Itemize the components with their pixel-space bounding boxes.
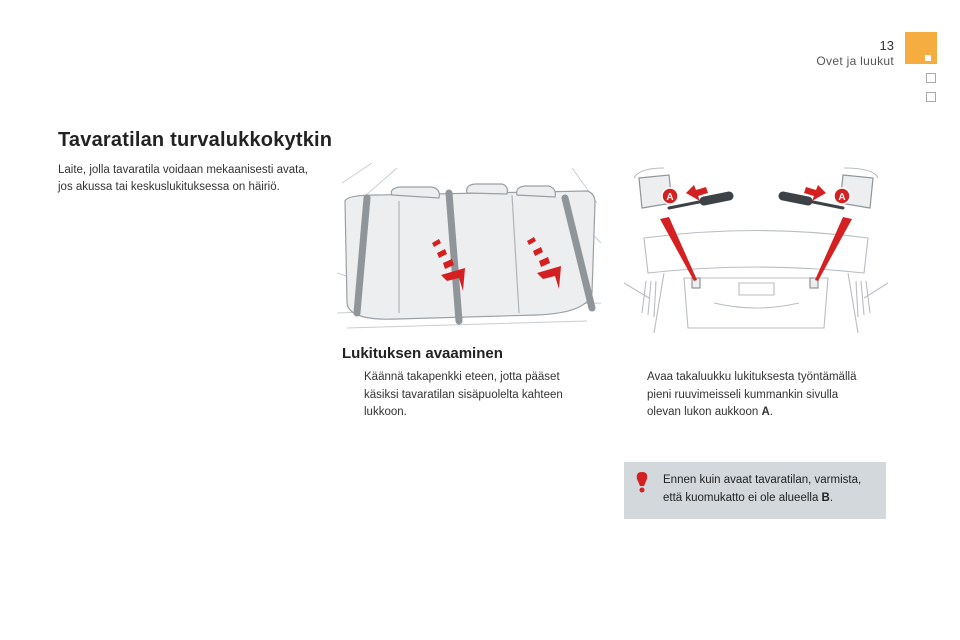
lock-label-left: A <box>666 192 674 203</box>
exclamation-icon <box>632 471 652 493</box>
step-item <box>626 369 876 429</box>
warning-box <box>624 462 886 519</box>
chapter-tab-active <box>905 32 937 64</box>
step-ref-label: A <box>761 406 770 418</box>
lock-label-right: A <box>838 192 846 203</box>
step-item <box>343 369 593 429</box>
tab-marker <box>925 55 931 61</box>
warning-text <box>663 472 881 507</box>
step-text-end: . <box>769 406 773 418</box>
chapter-tab <box>926 73 936 83</box>
lock-label-left-marker <box>662 188 678 204</box>
chapter-tab <box>926 92 936 102</box>
warning-ref-label: B <box>821 491 830 504</box>
lock-label-right-marker <box>834 188 850 204</box>
page-number: 13 <box>879 38 894 53</box>
warning-text-end: . <box>829 491 834 504</box>
tailgate-lock-illustration <box>624 163 888 341</box>
chapter-title: Ovet ja luukut <box>816 54 894 68</box>
warning-text-main: Ennen kuin avaat tavaratilan, varmista, että kuomukatto ei ole alueella <box>663 474 862 504</box>
section-title: Tavaratilan turvalukkokytkin <box>58 129 333 151</box>
rear-seat-illustration <box>337 163 601 341</box>
step-text <box>647 369 875 422</box>
subsection-title: Lukituksen avaaminen <box>342 345 503 362</box>
step-text-main: Avaa takaluukku lukituksesta työntämällä pieni ruuvimeisseli kummankin sivulla olevan lukon aukkoon <box>647 371 857 418</box>
section-intro: Laite, jolla tavaratila voidaan mekaanisesti avata, jos akussa tai keskuslukituksessa on häiriö. <box>58 164 308 193</box>
step-text: Käännä takapenkki eteen, jotta pääset käsiksi tavaratilan sisäpuolelta kahteen lukkoon. <box>364 371 563 418</box>
